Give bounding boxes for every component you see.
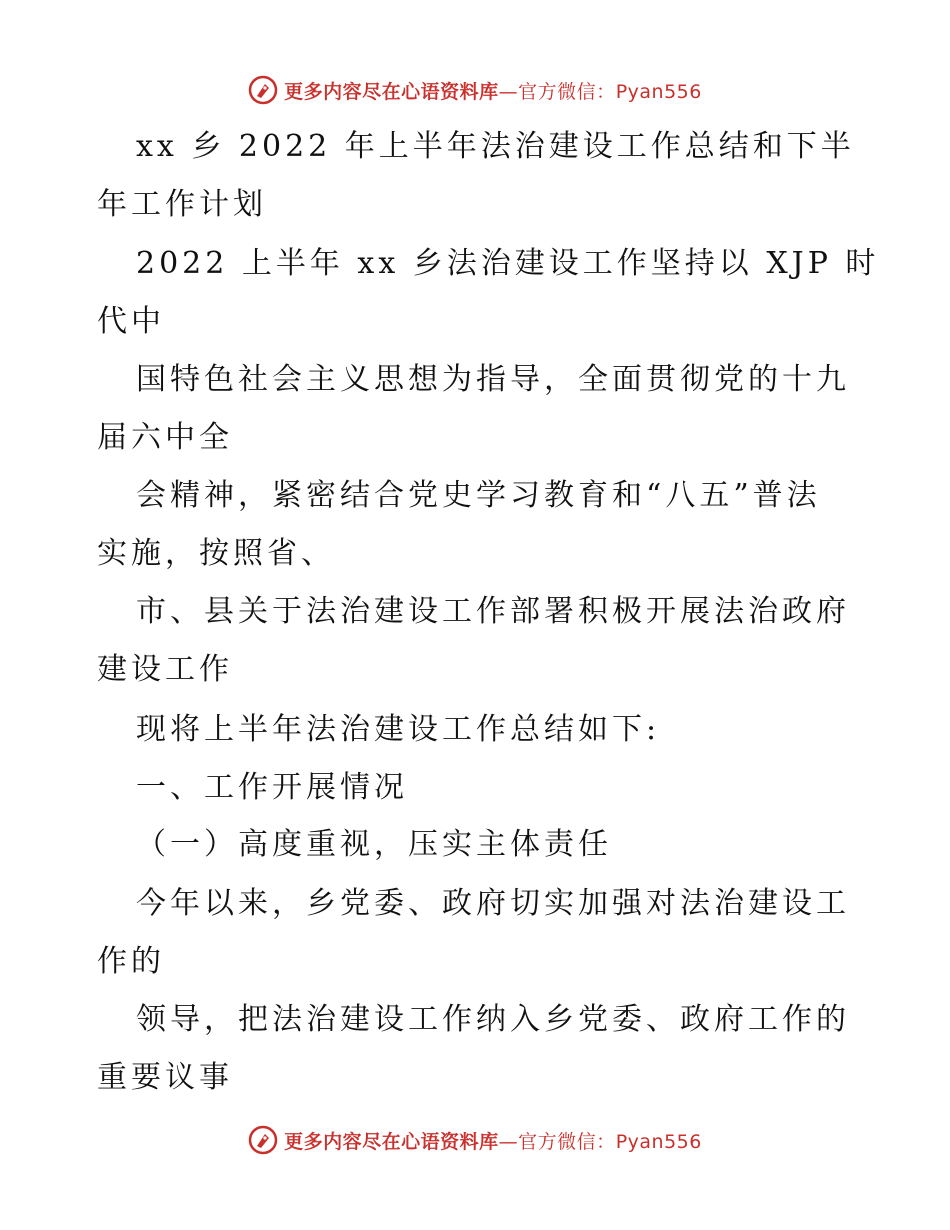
paragraph-line: 市、县关于法治建设工作部署积极开展法治政府 <box>136 594 850 629</box>
paragraph-line: 2022 上半年 xx 乡法治建设工作坚持以 XJP 时 <box>136 246 880 281</box>
watermark-wechat-id: Pyan556 <box>615 1130 702 1153</box>
watermark-main-text: 更多内容尽在心语资料库 <box>284 1130 499 1153</box>
watermark-separator: — <box>498 80 519 103</box>
watermark-main-text: 更多内容尽在心语资料库 <box>284 80 499 103</box>
footer-watermark <box>0 1120 950 1160</box>
pen-nib-circle-icon <box>248 1125 278 1155</box>
paragraph-line: 今年以来，乡党委、政府切实加强对法治建设工 <box>136 886 850 921</box>
watermark-wechat-id: Pyan556 <box>615 80 702 103</box>
paragraph-line: 现将上半年法治建设工作总结如下: <box>136 712 661 747</box>
paragraph-line: 作的 <box>97 944 165 979</box>
paragraph-line: 重要议事 <box>97 1060 233 1095</box>
paragraph-line: 建设工作 <box>97 652 233 687</box>
doc-title-line-2: 年工作计划 <box>97 187 267 222</box>
paragraph-line: 代中 <box>97 304 165 339</box>
pen-nib-circle-icon <box>248 75 278 105</box>
paragraph-line: 实施，按照省、 <box>97 536 335 571</box>
watermark-wechat-label: 官方微信： <box>518 1130 616 1153</box>
header-watermark <box>0 70 950 110</box>
subsection-heading: （一）高度重视，压实主体责任 <box>136 827 612 862</box>
section-heading: 一、工作开展情况 <box>136 770 408 805</box>
doc-title-line-1: xx 乡 2022 年上半年法治建设工作总结和下半 <box>136 129 855 164</box>
paragraph-line: 届六中全 <box>97 420 233 455</box>
paragraph-line: 会精神，紧密结合党史学习教育和“八五”普法 <box>136 478 821 513</box>
paragraph-line: 国特色社会主义思想为指导，全面贯彻党的十九 <box>136 362 850 397</box>
watermark-separator: — <box>498 1130 519 1153</box>
paragraph-line: 领导，把法治建设工作纳入乡党委、政府工作的 <box>136 1002 850 1037</box>
watermark-wechat-label: 官方微信： <box>518 80 616 103</box>
